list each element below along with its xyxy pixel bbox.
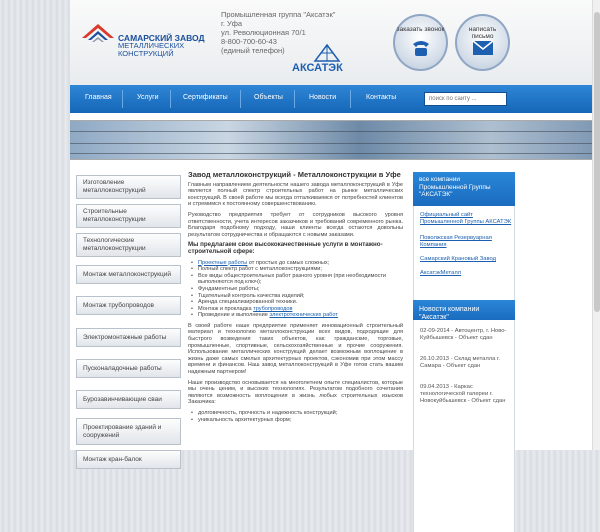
list-item: • Проектные работы от простых до самых сложных;: [188, 260, 403, 267]
group-link-reservoir-company[interactable]: Поволжская Резервуарная Компания: [420, 235, 492, 248]
design-works-link[interactable]: Проектные работы: [198, 259, 248, 266]
factory-logo-icon: [80, 20, 118, 54]
list-item: • уникальность архитектурных форм;: [188, 417, 403, 424]
list-item: • Тщательный контроль качества изделий;: [188, 293, 403, 300]
address: ул. Революционная 70/1: [221, 28, 306, 37]
group-link-official-site[interactable]: Официальный сайт Промышленной Группы АКСАТЭК: [420, 212, 512, 225]
sidebar-item-commissioning[interactable]: Пусконаладочные работы: [76, 359, 181, 378]
nav-divider: [240, 90, 241, 108]
intro-paragraph: Главным направлением деятельности нашего завода металлоконструкций в Уфе является полный спектр строительных работ на рынке металлических конструкций. В своей работе мы всегда отталкиваемся от потребностей клиентов и стремимся к постоянному совершенствованию.: [188, 181, 403, 208]
pipelines-link[interactable]: трубопроводов: [253, 305, 293, 312]
sidebar-item-fabrication[interactable]: Изготовление металлоконструкций: [76, 175, 181, 199]
sidebar-item-technological-structures[interactable]: Технологические металлоконструкции: [76, 233, 181, 257]
site-header: [70, 0, 596, 85]
page-scrollbar[interactable]: [592, 0, 600, 450]
nav-divider: [122, 90, 123, 108]
scrollbar-thumb[interactable]: [594, 12, 600, 312]
header-photo-strip: [70, 120, 596, 160]
list-item: • Все виды общестроительных работ разного уровня (при необходимости выполняются под ключ);: [188, 273, 403, 286]
main-content: [188, 172, 403, 427]
list-item: • Монтаж и прокладка трубопроводов: [188, 306, 403, 313]
sidebar-item-steel-erection[interactable]: Монтаж металлоконструкций: [76, 265, 181, 284]
benefits-list: [188, 410, 403, 423]
nav-home[interactable]: Главная: [85, 94, 112, 101]
city: г. Уфа: [221, 19, 243, 28]
steel-beam-graphic: [70, 153, 596, 154]
sidebar-item-screw-piles[interactable]: Бурозавинчивающие сваи: [76, 390, 181, 409]
news-item[interactable]: 02-09-2014 - Автоцентр, г. Ново-Куйбышевск - Объект сдан: [420, 328, 507, 341]
nav-divider: [350, 90, 351, 108]
steel-beam-graphic: [70, 131, 596, 132]
electrical-works-link[interactable]: электротехнических работ: [269, 312, 338, 319]
sidebar-item-building-structures[interactable]: Строительные металлоконструкции: [76, 204, 181, 228]
envelope-icon: [472, 38, 494, 58]
order-call-label: заказать звонок: [396, 26, 445, 33]
sidebar-item-electrical[interactable]: Электромонтажные работы: [76, 328, 181, 347]
list-item: • Проведение и выполнение электротехнических работ: [188, 312, 403, 319]
sidebar-item-design[interactable]: Проектирование зданий и сооружений: [76, 418, 181, 445]
steel-beam-graphic: [70, 143, 596, 144]
news-list: [413, 322, 515, 532]
company-logo[interactable]: [118, 34, 228, 58]
logo-line-3: КОНСТРУКЦИЙ: [118, 49, 174, 58]
phone: 8-800-700-60-43: [221, 37, 277, 46]
group-companies-heading: все компании Промышленной Группы "АКСАТЭК": [413, 172, 515, 206]
list-item: • долговечность, прочность и надежность конструкций;: [188, 410, 403, 417]
nav-contacts[interactable]: Контакты: [366, 94, 397, 101]
logo-line-2: МЕТАЛЛИЧЕСКИХ: [118, 41, 185, 50]
services-list: [188, 260, 403, 319]
page-title: Завод металлоконструкций - Металлоконструкции в Уфе: [188, 170, 401, 179]
sidebar-item-pipelines[interactable]: Монтаж трубопроводов: [76, 296, 181, 315]
logo-line-1: САМАРСКИЙ ЗАВОД: [118, 33, 205, 43]
management-paragraph: Руководство предприятия требует от сотрудников высокого уровня ответственности, учета интересов заказчиков и требований современного рынка. Благодаря подобному подходу, наши клиенты всегда остаются довольны результатом сотрудничества и обращаются с новыми заказами.: [188, 211, 403, 238]
order-call-button[interactable]: [393, 14, 448, 71]
list-item: • Полный спектр работ с металлоконструкциями;: [188, 266, 403, 273]
nav-divider: [170, 90, 171, 108]
group-link-aksatek-metal[interactable]: АксатэкМеталл: [420, 270, 462, 276]
aksatek-logo-icon: [314, 44, 340, 62]
page: [70, 0, 596, 463]
nav-divider: [294, 90, 295, 108]
write-letter-label: написать письмо: [468, 26, 497, 40]
phone-icon: [410, 38, 432, 58]
sidebar-item-crane-beams[interactable]: Монтаж кран-балок: [76, 450, 181, 469]
nav-objects[interactable]: Объекты: [254, 94, 283, 101]
experience-paragraph: Наше производство основывается на многолетнем опыте специалистов, которые мы очень ценим, и высоких технологиях. Результатом подобного сочетания являются возможность воплощения в жизнь любых строительных изысков Заказчика:: [188, 379, 403, 406]
group-link-crane-plant[interactable]: Самарский Крановый Завод: [420, 256, 496, 262]
nav-services[interactable]: Услуги: [137, 94, 159, 101]
nav-certificates[interactable]: Сертификаты: [183, 94, 228, 101]
write-letter-button[interactable]: [455, 14, 510, 71]
news-item[interactable]: 09.04.2013 - Каркас технологической галереи г. Новокуйбышевск - Объект сдан: [420, 384, 506, 404]
news-heading: Новости компании "Аксатэк": [413, 300, 515, 320]
materials-paragraph: В своей работе наше предприятие применяет инновационный строительный материал и технологию металлоконструкции всех видов, подходящие для быстрого возведения таких объектов, как: гражданские, торговые, промышленные, спортивные, сельскохозяйственные и прочие сооружения. Использование металлических конструкций делает возможным воплощение в жизнь даже самых смелых архитектурных проектов, сэкономив при этом массу времени и финансов. Наш завод металлоконструкций в Уфе готов стать вашим надежным партнером!: [188, 322, 403, 376]
main-nav: [70, 85, 596, 113]
list-item: • Фундаментные работы;: [188, 286, 403, 293]
services-heading: Мы предлагаем свои высококачественные услуги в монтажно-строительной сфере:: [188, 241, 383, 255]
aksatek-logo[interactable]: [292, 44, 372, 74]
search-input[interactable]: [424, 92, 507, 106]
news-item[interactable]: 26.10.2013 - Склад металла г. Самара - Объект сдан: [420, 356, 500, 369]
nav-news[interactable]: Новости: [309, 94, 337, 101]
phone-note: (единый телефон): [221, 46, 285, 55]
list-item: • Аренда специализированной техники.: [188, 299, 403, 306]
group-name: Промышленная группа "Аксатэк": [221, 10, 336, 19]
aksatek-label: АКСАТЭК: [292, 62, 343, 74]
